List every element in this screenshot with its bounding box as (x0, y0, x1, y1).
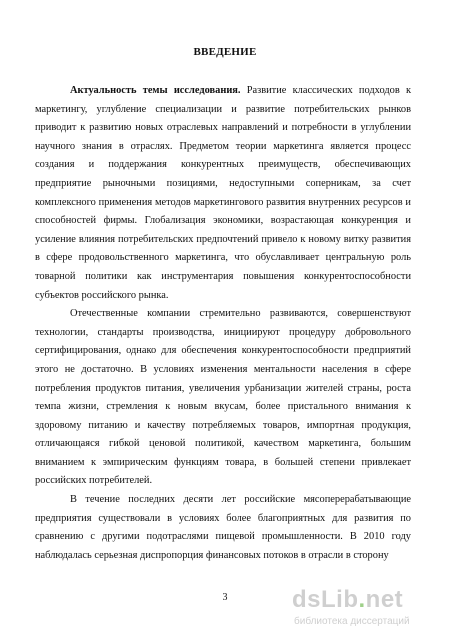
page-number: 3 (222, 592, 228, 603)
body-text (35, 82, 411, 565)
paragraph-text: В течение последних десяти лет российские мясоперерабатывающие предприятия существовали в условиях более благоприятных для развития по сравнению с другими подотраслями пищевой промышленности. В 2010 году наблюдалась серьезная диспропорция финансовых потоков в отрасли в сторону (35, 494, 411, 561)
paragraph-text: Отечественные компании стремительно развиваются, совершенствуют технологии, стандарты производства, инициируют процедуру добровольного сертифицирования, однако для обеспечения конкурентоспособности предприятий этого не достаточно. В условиях изменения ментальности населения в сфере потребления продуктов питания, увеличения урбанизации жителей страны, роста темпа жизни, стремления к новым вкусам, более пристального внимания к здоровому питанию и качеству потребляемых товаров, импортная продукция, отличающаяся гибкой ценовой политикой, качеством маркетинга, большим вниманием к эмпирическим функциям товара, в большей степени привлекает российских потребителей. (35, 308, 411, 487)
watermark-logo-dot: . (358, 586, 366, 613)
watermark-logo-main: dsLib (292, 586, 359, 613)
paragraph-meat-processing (35, 491, 411, 565)
watermark-logo-text (292, 586, 403, 614)
watermark-logo-tld: net (365, 586, 404, 613)
paragraph-domestic-companies (35, 305, 411, 491)
paragraph-lead: Актуальность темы исследования. (70, 85, 241, 96)
paragraph-relevance (35, 82, 411, 305)
watermark-caption: библиотека диссертаций (294, 616, 410, 627)
watermark-logo (292, 586, 442, 632)
section-heading: ВВЕДЕНИЕ (193, 46, 257, 58)
paragraph-text: Развитие классических подходов к маркетингу, углубление специализации и развитие потребительских рынков приводит к развитию новых отраслевых направлений и потребности в углублении научного знания в отраслях. Предметом теории маркетинга является процесс создания и поддержания конкурентных преимуществ, обеспечивающих предприятие рыночными позициями, недоступными соперникам, за счет комплексного применения методов маркетингового развития внутренних ресурсов и способностей фирмы. Глобализация экономики, возрастающая конкуренция и усиление влияния потребительских предпочтений привело к новому витку развития в сфере продовольственного маркетинга, что обуславливает центральную роль товарной политики как инструментария повышения конкурентоспособности субъектов российского рынка. (35, 85, 411, 301)
